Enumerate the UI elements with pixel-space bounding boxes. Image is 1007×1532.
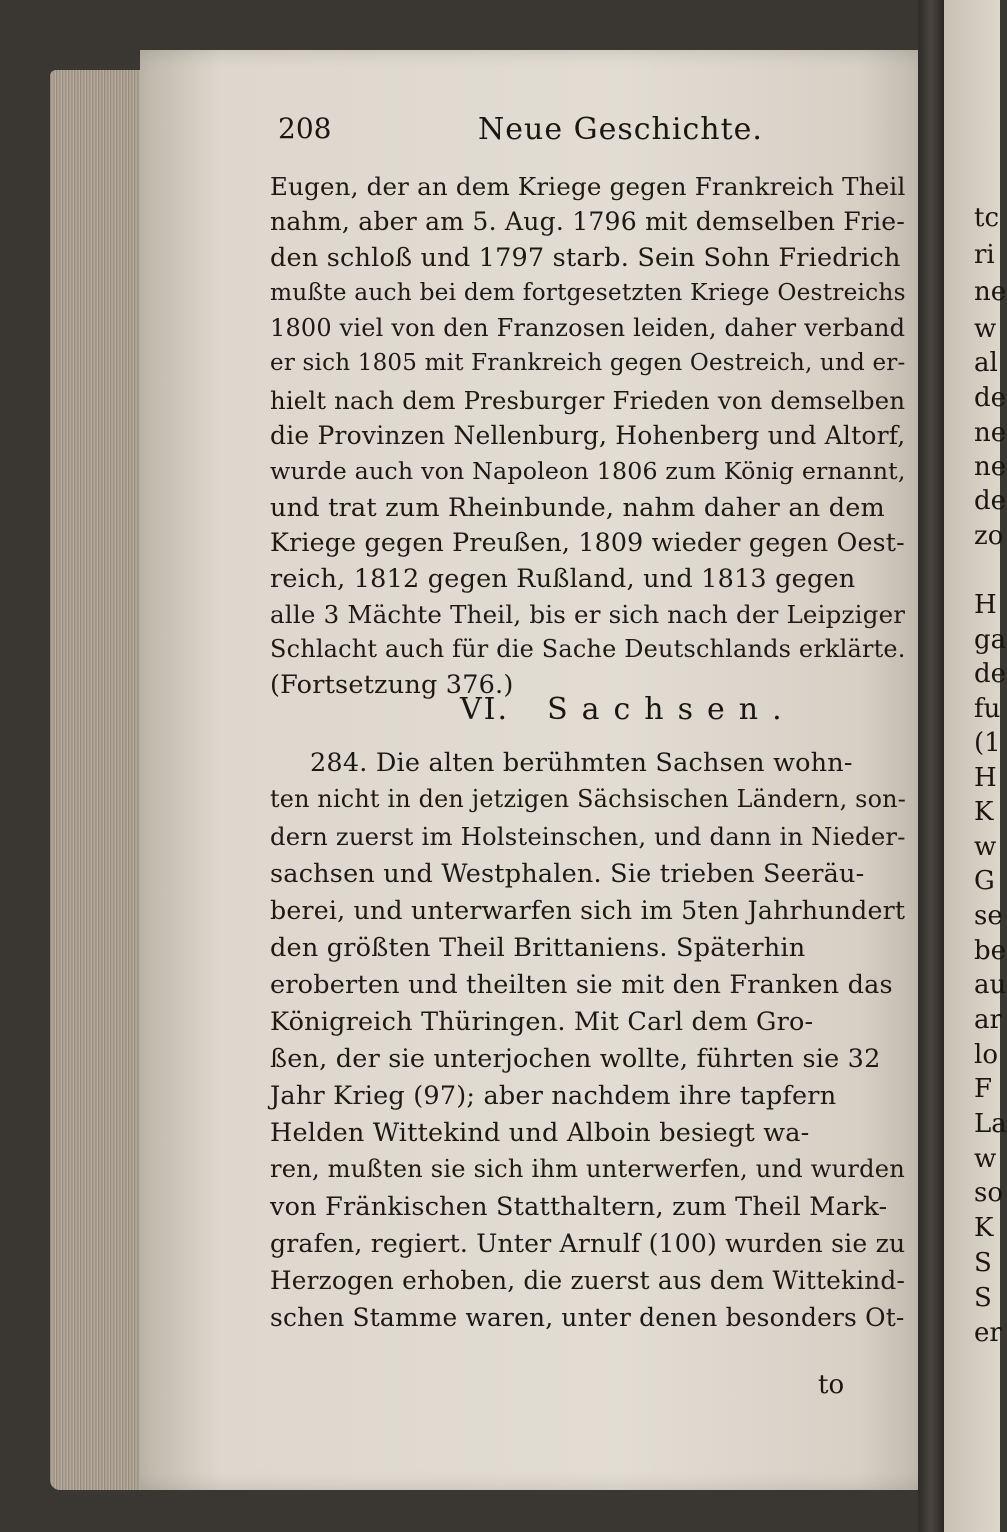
text-line: (Fortsetzung 376.): [270, 670, 514, 700]
book-gutter: [918, 0, 944, 1532]
facing-fragment: al: [974, 348, 998, 378]
facing-fragment: ne: [974, 418, 1007, 448]
facing-fragment: K: [974, 797, 994, 827]
facing-fragment: fu: [974, 694, 1001, 724]
text-line: 284. Die alten berühmten Sachsen wohn-: [310, 748, 853, 778]
facing-fragment: de: [974, 659, 1007, 689]
text-line: ren, mußten sie sich ihm unterwerfen, und wurden: [270, 1155, 905, 1183]
text-line: sachsen und Westphalen. Sie trieben Seeräu-: [270, 859, 865, 889]
facing-fragment: S: [974, 1283, 992, 1313]
book-page-edges: [50, 70, 145, 1490]
text-line: wurde auch von Napoleon 1806 zum König ernannt,: [270, 457, 906, 485]
facing-fragment: K: [974, 1213, 994, 1243]
text-line: mußte auch bei dem fortgesetzten Kriege Oestreichs: [270, 279, 906, 306]
text-line: Kriege gegen Preußen, 1809 wieder gegen Oest-: [270, 528, 905, 557]
text-line: Helden Wittekind und Alboin besiegt wa-: [270, 1118, 810, 1148]
text-line: alle 3 Mächte Theil, bis er sich nach der Leipziger: [270, 600, 906, 629]
facing-fragment: S: [974, 1248, 992, 1278]
text-line: die Provinzen Nellenburg, Hohenberg und Altorf,: [270, 421, 906, 450]
text-line: nahm, aber am 5. Aug. 1796 mit demselben Frie-: [270, 207, 906, 236]
facing-fragment: ga: [974, 625, 1007, 655]
facing-fragment: G: [974, 866, 995, 896]
facing-fragment: ne: [974, 452, 1007, 482]
facing-fragment: F: [974, 1074, 993, 1104]
facing-fragment: ar: [974, 1005, 1002, 1035]
facing-fragment: de: [974, 486, 1007, 516]
running-title: Neue Geschichte.: [478, 112, 763, 147]
text-line: ßen, der sie unterjochen wollte, führten sie 32: [270, 1044, 881, 1074]
page-number: 208: [278, 112, 332, 145]
facing-fragment: lo: [974, 1040, 998, 1070]
text-line: reich, 1812 gegen Rußland, und 1813 gegen: [270, 564, 856, 594]
text-line: von Fränkischen Statthaltern, zum Theil Mark-: [270, 1192, 888, 1222]
facing-fragment: w: [974, 832, 997, 862]
section-heading: [460, 692, 796, 727]
facing-fragment: se: [974, 901, 1003, 931]
section-numeral: VI.: [460, 692, 510, 727]
text-line: schen Stamme waren, unter denen besonders Ot-: [270, 1303, 905, 1332]
facing-fragment: zo: [974, 521, 1004, 551]
text-line: berei, und unterwarfen sich im 5ten Jahrhundert: [270, 896, 906, 925]
facing-fragment: w: [974, 314, 997, 344]
facing-fragment: er: [974, 1318, 1002, 1348]
facing-fragment: au: [974, 970, 1007, 1000]
text-line: ten nicht in den jetzigen Sächsischen Ländern, son-: [270, 785, 906, 813]
facing-fragment: La: [974, 1109, 1007, 1139]
facing-fragment: w: [974, 1144, 997, 1174]
facing-fragment: de: [974, 383, 1007, 413]
facing-fragment: ne: [974, 277, 1007, 307]
catchword: to: [818, 1370, 845, 1400]
text-line: den größten Theil Brittaniens. Späterhin: [270, 933, 806, 963]
text-line: Schlacht auch für die Sache Deutschlands erklärte.: [270, 635, 906, 663]
text-line: 1800 viel von den Franzosen leiden, daher verband: [270, 314, 906, 342]
text-line: Eugen, der an dem Kriege gegen Frankreich Theil: [270, 172, 906, 201]
facing-fragment: be: [974, 936, 1007, 966]
facing-fragment: so: [974, 1178, 1003, 1208]
text-line: eroberten und theilten sie mit den Franken das: [270, 970, 893, 1000]
facing-page-edge: [944, 0, 1007, 1532]
facing-fragment: H: [974, 763, 997, 793]
text-line: hielt nach dem Presburger Frieden von demselben: [270, 386, 906, 415]
text-line: und trat zum Rheinbunde, nahm daher an dem: [270, 493, 885, 523]
page-header: [278, 112, 898, 152]
text-line: grafen, regiert. Unter Arnulf (100) wurden sie zu: [270, 1229, 906, 1258]
text-line: dern zuerst im Holsteinschen, und dann in Nieder-: [270, 822, 906, 851]
section-title: Sachsen.: [547, 692, 796, 727]
facing-fragment: (1: [974, 728, 1001, 758]
text-line: Königreich Thüringen. Mit Carl dem Gro-: [270, 1007, 814, 1037]
facing-fragment: ri: [974, 240, 995, 270]
facing-fragment: H: [974, 590, 997, 620]
facing-fragment: tc: [974, 203, 1000, 233]
text-line: Jahr Krieg (97); aber nachdem ihre tapfern: [270, 1081, 837, 1111]
text-line: Herzogen erhoben, die zuerst aus dem Wittekind-: [270, 1266, 906, 1295]
text-line: den schloß und 1797 starb. Sein Sohn Friedrich: [270, 243, 901, 273]
text-line: er sich 1805 mit Frankreich gegen Oestreich, und er-: [270, 350, 906, 376]
